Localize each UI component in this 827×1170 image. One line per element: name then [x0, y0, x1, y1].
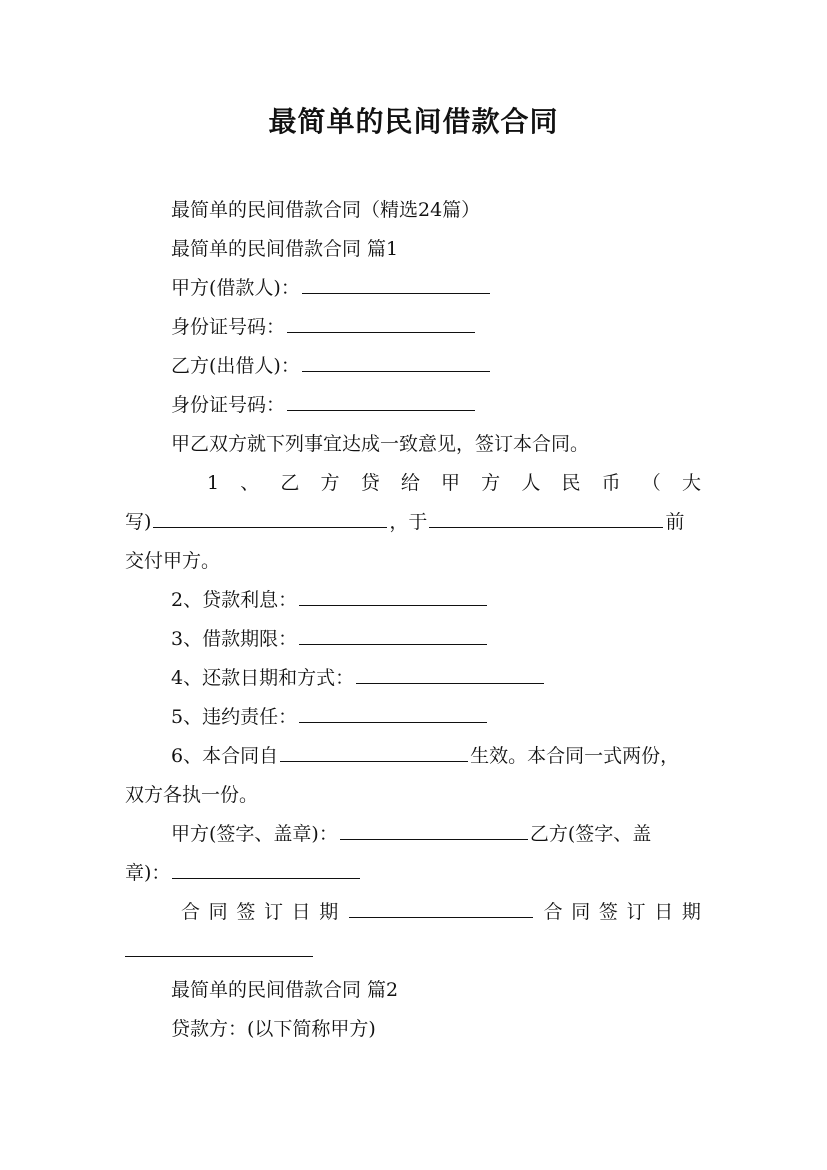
date-char: 合: [543, 901, 563, 923]
item1-cont-c: 前: [665, 511, 685, 533]
date-char: 合: [181, 901, 201, 923]
item1-cont-b: ，于: [389, 511, 428, 533]
fill-blank: [287, 390, 475, 411]
item1-char: 乙: [280, 472, 300, 494]
item1-char: 甲: [441, 472, 461, 494]
item6-label-a: 6、本合同自: [171, 745, 279, 767]
signature-line: [125, 815, 701, 854]
fill-blank: [302, 273, 490, 294]
item3-line: [125, 620, 701, 659]
document-title: 最简单的民间借款合同: [268, 105, 559, 138]
date-char: 订: [626, 901, 646, 923]
date-char: 期: [681, 901, 701, 923]
party-a-label: 甲方(借款人)：: [171, 277, 300, 299]
item6-label-b: 生效。本合同一式两份，: [470, 745, 680, 767]
fill-blank: [340, 819, 528, 840]
item6-end: 双方各执一份。: [125, 784, 259, 806]
article-heading: 最简单的民间借款合同 篇2: [171, 979, 399, 1001]
item1-continuation: [125, 503, 701, 542]
item1-char: 人: [521, 472, 541, 494]
item1-char: 、: [240, 472, 260, 494]
id-b-label: 身份证号码：: [171, 394, 286, 416]
fill-blank: [299, 702, 487, 723]
item1-char: 大: [681, 472, 701, 494]
date-char: 签: [236, 901, 256, 923]
item1-line: [125, 464, 701, 503]
fill-blank: [356, 663, 544, 684]
date-char: 同: [208, 901, 228, 923]
date-char: 日: [654, 901, 674, 923]
fill-blank: [349, 897, 533, 918]
id-a-line: [125, 308, 701, 347]
subtitle-line: 最简单的民间借款合同（精选24篇）: [171, 199, 481, 221]
fill-blank: [153, 507, 387, 528]
fill-blank: [429, 507, 663, 528]
fill-blank: [280, 741, 468, 762]
fill-blank: [172, 858, 360, 879]
id-b-line: [125, 386, 701, 425]
date-line-end: [125, 932, 701, 971]
date-char: 日: [291, 901, 311, 923]
fill-blank: [287, 312, 475, 333]
item1-char: 民: [561, 472, 581, 494]
date-line: [181, 893, 701, 932]
item1-char: 贷: [360, 472, 380, 494]
item5-line: [125, 698, 701, 737]
agreement-line: 甲乙双方就下列事宜达成一致意见，签订本合同。: [171, 433, 590, 455]
item1-end: 交付甲方。: [125, 550, 221, 572]
sign-b-label: 乙方(签字、盖: [529, 823, 652, 845]
party-a-line: [125, 269, 701, 308]
date-char: 期: [319, 901, 339, 923]
item1-char: （: [641, 472, 661, 494]
item4-line: [125, 659, 701, 698]
fill-blank: [299, 585, 487, 606]
date-char: 订: [263, 901, 283, 923]
fill-blank: [299, 624, 487, 645]
id-a-label: 身份证号码：: [171, 316, 286, 338]
item1-char: 1: [207, 472, 220, 494]
item2-line: [125, 581, 701, 620]
item1-char: 给: [400, 472, 420, 494]
sign-a-label: 甲方(签字、盖章)：: [171, 823, 338, 845]
party-b-line: [125, 347, 701, 386]
fill-blank: [125, 936, 313, 957]
item2-label: 2、贷款利息：: [171, 589, 298, 611]
item1-char: 方: [320, 472, 340, 494]
lender-line: 贷款方：(以下简称甲方): [171, 1018, 376, 1040]
item1-cont-a: 写): [125, 511, 152, 533]
item3-label: 3、借款期限：: [171, 628, 298, 650]
date-char: 签: [598, 901, 618, 923]
sign-b-end: 章)：: [125, 862, 171, 884]
article-heading: 最简单的民间借款合同 篇1: [171, 238, 399, 260]
item1-char: 币: [601, 472, 621, 494]
signature-line-end: [125, 854, 701, 893]
party-b-label: 乙方(出借人)：: [171, 355, 300, 377]
date-char: 同: [571, 901, 591, 923]
item4-label: 4、还款日期和方式：: [171, 667, 355, 689]
item5-label: 5、违约责任：: [171, 706, 298, 728]
item6-line: [125, 737, 701, 776]
fill-blank: [302, 351, 490, 372]
item1-char: 方: [481, 472, 501, 494]
